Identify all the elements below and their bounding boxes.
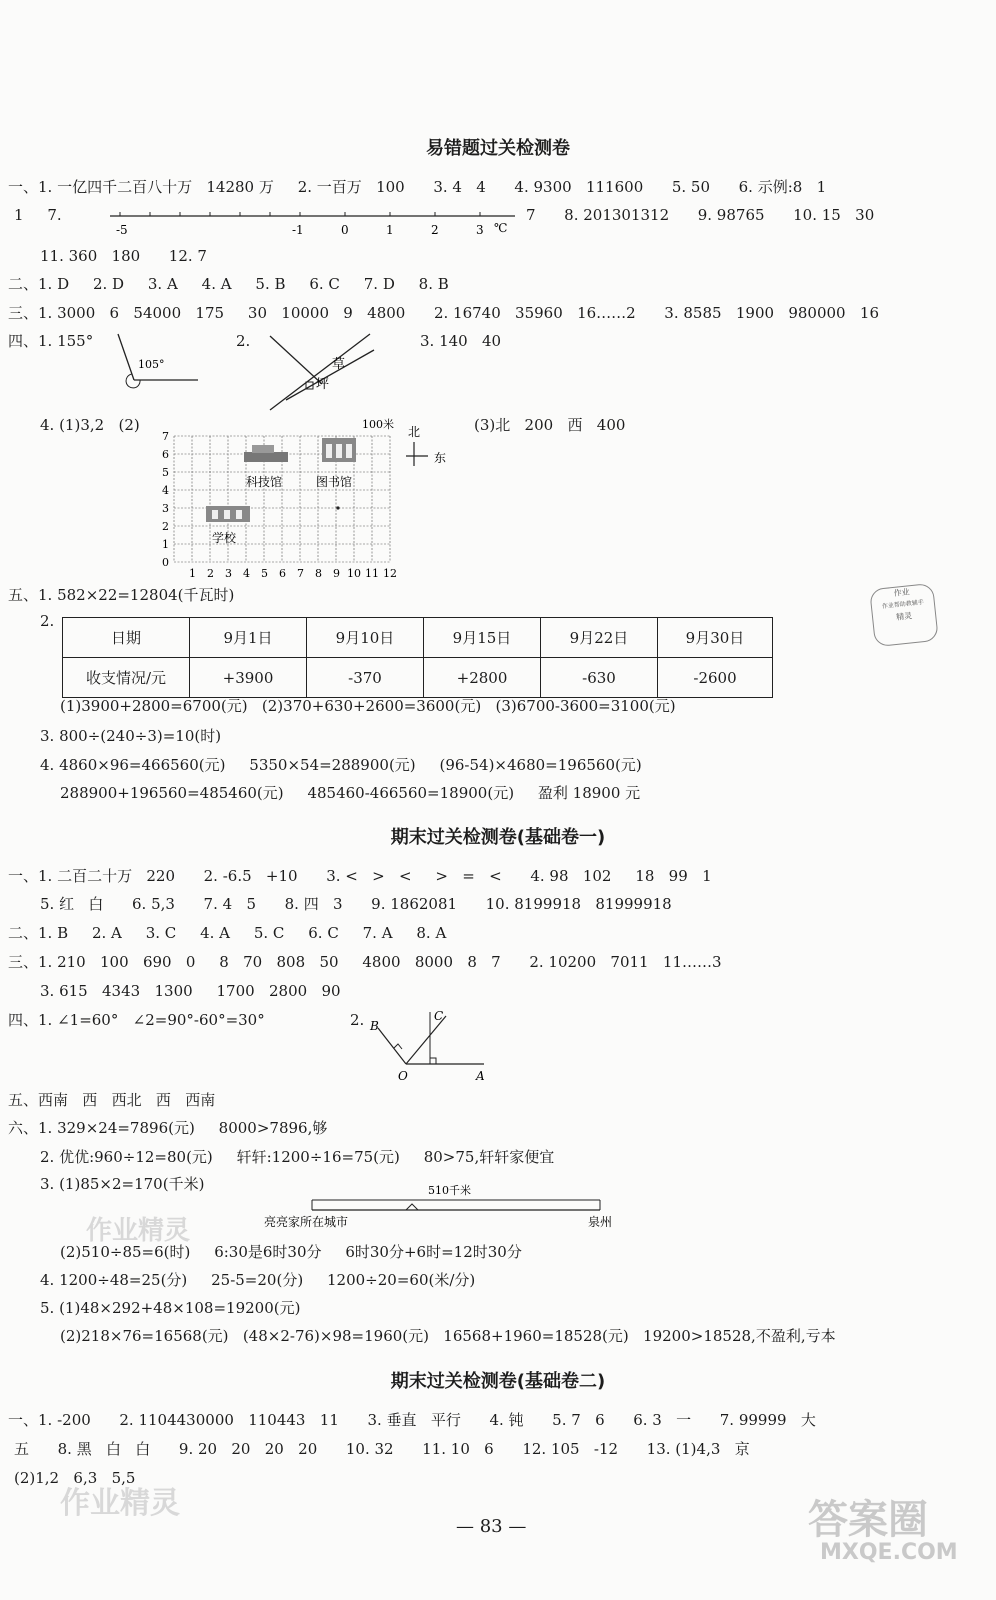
north-label: 北 (408, 425, 421, 439)
s2-line-1: 一、1. 二百二十万 220 2. -6.5 +10 3. < > < > = < 4. 98 102 18 99 1 (8, 867, 712, 885)
s1-line-9: 2. (40, 612, 55, 630)
east-label: 东 (434, 451, 447, 465)
s1-line-4: 二、1. D 2. D 3. A 4. A 5. B 6. C 7. D 8. B (8, 275, 449, 293)
number-line (110, 204, 520, 238)
nl-tick-0: 0 (341, 223, 349, 237)
table-cell: +2800 (424, 658, 541, 698)
angle-105-figure (110, 330, 210, 402)
table-row (63, 658, 773, 698)
s2-line-8: 六、1. 329×24=7896(元) 8000>7896,够 (8, 1119, 328, 1137)
grid-scale: 100米 (362, 418, 394, 431)
grid-x-label: 10 (347, 567, 361, 580)
s2-line-11: (2)510÷85=6(时) 6:30是6时30分 6时30分+6时=12时30分 (60, 1243, 522, 1261)
point-A: A (476, 1069, 485, 1083)
route-from: 亮亮家所在城市 (264, 1215, 349, 1229)
point-C: C (434, 1009, 444, 1023)
table-cell: 9月10日 (307, 618, 424, 658)
grid-x-label: 5 (261, 567, 268, 580)
table-cell: -370 (307, 658, 424, 698)
section-title-final-basic-2: 期末过关检测卷(基础卷二) (390, 1371, 606, 1392)
s2-line-13: 5. (1)48×292+48×108=19200(元) (40, 1299, 301, 1317)
grid-x-label: 8 (315, 567, 322, 580)
s1-line-7a: 4. (1)3,2 (2) (40, 416, 140, 434)
s1-line-8: 五、1. 582×22=12804(千瓦时) (8, 586, 235, 604)
table-cell: -630 (541, 658, 658, 698)
nl-unit: ℃ (494, 221, 508, 235)
s1-line-1: 一、1. 一亿四千二百八十万 14280 万 2. 一百万 100 3. 4 4 4. 9300 111600 5. 50 6. 示例:8 1 (8, 178, 827, 196)
table-cell: 日期 (63, 618, 190, 658)
watermark-4: MXQE.COM (820, 1540, 958, 1565)
table-cell: 9月1日 (190, 618, 307, 658)
grid-y-label: 5 (162, 466, 169, 479)
page-number: — 83 — (456, 1516, 527, 1537)
s1-line-7b: (3)北 200 西 400 (474, 416, 626, 434)
grid-y-label: 1 (162, 538, 169, 551)
library-label: 图书馆 (316, 475, 353, 489)
s1-line-10: (1)3900+2800=6700(元) (2)370+630+2600=3600(元) (3)6700-3600=3100(元) (60, 697, 676, 715)
table-row (63, 618, 773, 658)
school-label: 学校 (212, 531, 237, 545)
grid-x-label: 12 (383, 567, 397, 580)
route-distance: 510千米 (428, 1184, 471, 1197)
grid-y-label: 4 (162, 484, 169, 497)
s1-line-13: 288900+196560=485460(元) 485460-466560=18900(元) 盈利 18900 元 (60, 784, 641, 802)
s2-line-4: 三、1. 210 100 690 0 8 70 808 50 4800 8000 8 7 2. 10200 7011 11……3 (8, 953, 722, 971)
geometry-figure-2 (366, 1008, 496, 1084)
grid-x-label: 6 (279, 567, 286, 580)
section-title-easy-errors: 易错题过关检测卷 (426, 138, 570, 159)
s2-line-9: 2. 优优:960÷12=80(元) 轩轩:1200÷16=75(元) 80>75,轩轩家便宜 (40, 1148, 555, 1166)
grid-point (336, 506, 339, 509)
grid-x-label: 9 (333, 567, 340, 580)
grid-x-label: 4 (243, 567, 250, 580)
s2-line-2: 5. 红 白 6. 5,3 7. 4 5 8. 四 3 9. 1862081 10. 8199918 81999918 (40, 895, 672, 913)
s2-line-14: (2)218×76=16568(元) (48×2-76)×98=1960(元) 16568+1960=18528(元) 19200>18528,不盈利,亏本 (60, 1327, 836, 1345)
income-table (62, 617, 773, 698)
stamp-top: 作业 (893, 587, 911, 598)
table-cell: 收支情况/元 (63, 658, 190, 698)
s2-line-6b: 2. (350, 1011, 365, 1029)
grid-y-label: 6 (162, 448, 169, 461)
coordinate-grid (146, 418, 466, 580)
grid-y-label: 2 (162, 520, 169, 533)
lawn-char-2: 坪 (316, 377, 330, 392)
point-O: O (398, 1069, 408, 1083)
s2-line-3: 二、1. B 2. A 3. C 4. A 5. C 6. C 7. A 8. A (8, 924, 447, 942)
nl-tick-2: 2 (431, 223, 439, 237)
s2-line-10: 3. (1)85×2=170(千米) (40, 1175, 205, 1193)
table-cell: 9月22日 (541, 618, 658, 658)
grid-x-label: 11 (365, 567, 379, 580)
s2-line-12: 4. 1200÷48=25(分) 25-5=20(分) 1200÷20=60(米/分) (40, 1271, 476, 1289)
angle-label: 105° (138, 358, 165, 371)
s1-line-5: 三、1. 3000 6 54000 175 30 10000 9 4800 2. 16740 35960 16……2 3. 8585 1900 980000 16 (8, 304, 879, 322)
nl-tick-1: 1 (386, 223, 394, 237)
route-diagram (264, 1182, 624, 1230)
table-cell: -2600 (658, 658, 773, 698)
table-cell: 9月30日 (658, 618, 773, 658)
stamp-bottom: 精灵 (895, 611, 913, 622)
library-building-icon (322, 438, 356, 462)
section-title-final-basic-1: 期末过关检测卷(基础卷一) (390, 827, 606, 848)
nl-tick-m1: -1 (292, 223, 304, 237)
table-cell: 9月15日 (424, 618, 541, 658)
grid-x-label: 2 (207, 567, 214, 580)
stamp (869, 583, 939, 647)
grid-y-label: 7 (162, 430, 169, 443)
grid-x-label: 7 (297, 567, 304, 580)
route-to: 泉州 (588, 1215, 613, 1229)
watermark-1: 作业精灵 (86, 1216, 191, 1246)
s1-line-2a: 1 7. (14, 206, 62, 224)
grid-x-label: 1 (189, 567, 196, 580)
nl-tick-m5: -5 (116, 223, 128, 237)
s1-line-6c: 3. 140 40 (420, 332, 502, 350)
point-B: B (370, 1019, 379, 1033)
s1-line-6a: 四、1. 155° (8, 332, 94, 350)
s1-line-11: 3. 800÷(240÷3)=10(时) (40, 727, 222, 745)
watermark-3: 答案圈 (808, 1497, 928, 1543)
s1-line-2b: 7 8. 201301312 9. 98765 10. 15 30 (526, 206, 875, 224)
science-label: 科技馆 (246, 475, 283, 489)
grid-y-label: 0 (162, 556, 169, 569)
s2-line-5: 3. 615 4343 1300 1700 2800 90 (40, 982, 341, 1000)
lawn-char-1: 草 (332, 357, 346, 372)
watermark-2: 作业精灵 (60, 1486, 180, 1521)
s3-line-1: 一、1. -200 2. 1104430000 110443 11 3. 垂直 平行 4. 钝 5. 7 6 6. 3 一 7. 99999 大 (8, 1411, 816, 1429)
s3-line-2: 五 8. 黑 白 白 9. 20 20 20 20 10. 32 11. 10 6 12. 105 -12 13. (1)4,3 京 (14, 1440, 750, 1458)
science-building-icon (244, 445, 288, 462)
lawn-figure (256, 330, 386, 410)
s2-line-7: 五、西南 西 西北 西 西南 (8, 1091, 216, 1109)
s2-line-6a: 四、1. ∠1=60° ∠2=90°-60°=30° (8, 1011, 265, 1029)
s3-line-3: (2)1,2 6,3 5,5 (14, 1469, 136, 1487)
stamp-mid: 作业帮助教辅手 (881, 598, 925, 611)
grid-y-label: 3 (162, 502, 169, 515)
s1-line-6b: 2. (236, 332, 251, 350)
grid-x-label: 3 (225, 567, 232, 580)
table-cell: +3900 (190, 658, 307, 698)
s1-line-3: 11. 360 180 12. 7 (40, 247, 207, 265)
school-building-icon (206, 506, 250, 522)
nl-tick-3: 3 (476, 223, 484, 237)
s1-line-12: 4. 4860×96=466560(元) 5350×54=288900(元) (96-54)×4680=196560(元) (40, 756, 642, 774)
